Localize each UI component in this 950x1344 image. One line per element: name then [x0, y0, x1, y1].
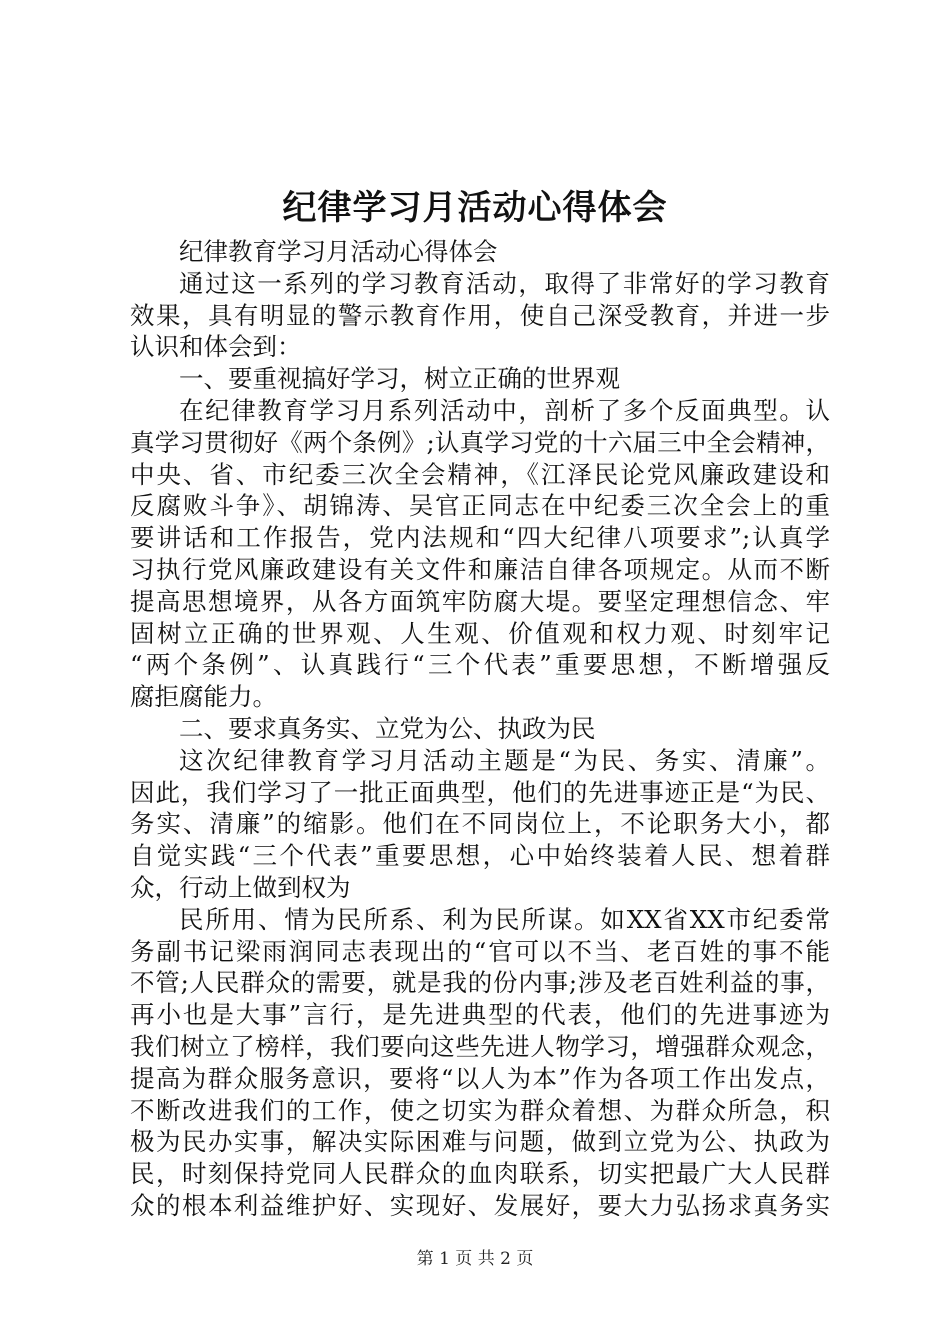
text-line: 腐拒腐能力。 [130, 682, 277, 712]
text-line: 众的根本利益维护好、实现好、发展好，要大力弘扬求真务实 [130, 1190, 830, 1220]
text-line: 务副书记梁雨润同志表现出的“官可以不当、老百姓的事不能 [130, 936, 830, 966]
text-line: 再小也是大事”言行，是先进典型的代表，他们的先进事迹为 [130, 1000, 830, 1030]
text-line: 众，行动上做到权为 [130, 872, 351, 902]
text-line: 要讲话和工作报告，党内法规和“四大纪律八项要求”;认真学 [130, 523, 830, 553]
text-line: 效果，具有明显的警示教育作用，使自己深受教育，并进一步 [130, 300, 830, 330]
document-title: 纪律学习月活动心得体会 [282, 188, 668, 228]
text-line: 这次纪律教育学习月活动主题是“为民、务实、清廉”。 [179, 745, 830, 775]
text-line: 在纪律教育学习月系列活动中，剖析了多个反面典型。认 [179, 395, 830, 425]
text-line: 通过这一系列的学习教育活动，取得了非常好的学习教育 [179, 268, 830, 298]
text-line: 提高思想境界，从各方面筑牢防腐大堤。要坚定理想信念、牢 [130, 586, 830, 616]
text-line: 自觉实践“三个代表”重要思想，心中始终装着人民、想着群 [130, 841, 830, 871]
text-line: 极为民办实事，解决实际困难与问题，做到立党为公、执政为 [130, 1127, 830, 1157]
text-line: 二、要求真务实、立党为公、执政为民 [179, 713, 596, 743]
document-body [130, 236, 830, 1222]
text-line: 不管;人民群众的需要，就是我的份内事;涉及老百姓利益的事， [130, 968, 830, 998]
text-line: 民，时刻保持党同人民群众的血肉联系，切实把最广大人民群 [130, 1159, 830, 1189]
text-line: 提高为群众服务意识，要将“以人为本”作为各项工作出发点， [130, 1063, 830, 1093]
text-line: 固树立正确的世界观、人生观、价值观和权力观、时刻牢记 [130, 618, 830, 648]
text-line: 反腐败斗争》、胡锦涛、吴官正同志在中纪委三次全会上的重 [130, 491, 830, 521]
text-line: “两个条例”、认真践行“三个代表”重要思想，不断增强反 [130, 650, 830, 680]
text-line: 民所用、情为民所系、利为民所谋。如XX省XX市纪委常 [179, 904, 830, 934]
text-line: 真学习贯彻好《两个条例》;认真学习党的十六届三中全会精神， [130, 427, 830, 457]
text-line: 认识和体会到： [130, 332, 302, 362]
text-line: 中央、省、市纪委三次全会精神，《江泽民论党风廉政建设和 [130, 459, 830, 489]
page-footer: 第 1 页 共 2 页 [416, 1249, 534, 1269]
text-line: 我们树立了榜样，我们要向这些先进人物学习，增强群众观念， [130, 1031, 830, 1061]
text-line: 务实、清廉”的缩影。他们在不同岗位上，不论职务大小，都 [130, 809, 830, 839]
text-line: 习执行党风廉政建设有关文件和廉洁自律各项规定。从而不断 [130, 554, 830, 584]
text-line: 因此，我们学习了一批正面典型，他们的先进事迹正是“为民、 [130, 777, 830, 807]
text-line: 不断改进我们的工作，使之切实为群众着想、为群众所急，积 [130, 1095, 830, 1125]
text-line: 一、要重视搞好学习，树立正确的世界观 [179, 364, 620, 394]
text-line: 纪律教育学习月活动心得体会 [179, 237, 498, 266]
